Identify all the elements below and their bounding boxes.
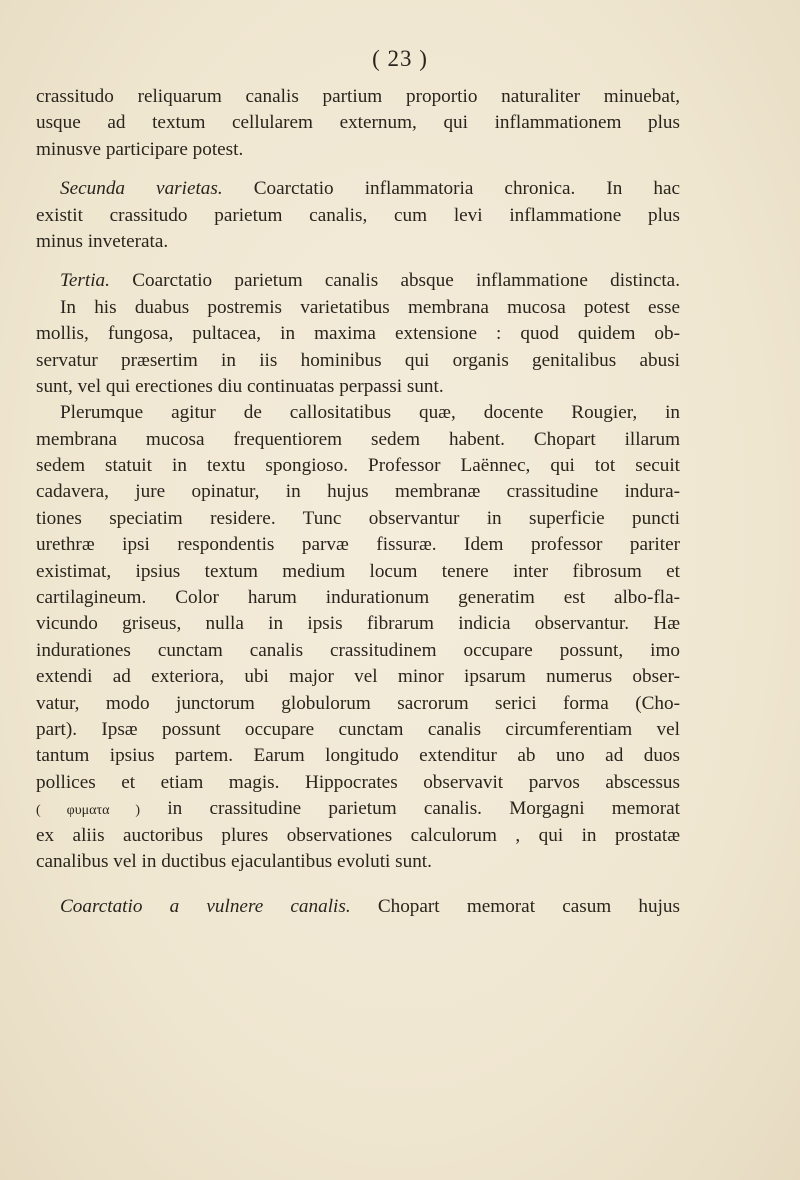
line-text: extendi ad exteriora, ubi major vel minor ipsarum numerus obser- <box>36 666 680 688</box>
line-text: part). Ipsæ possunt occupare cunctam canalis circumferentiam vel <box>36 718 680 740</box>
text-line <box>36 559 680 585</box>
text-line <box>36 176 680 202</box>
text-line <box>36 894 680 920</box>
text-line <box>36 137 680 163</box>
line-text: tiones speciatim residere. Tunc observantur in superficie puncti <box>36 507 680 529</box>
line-text: crassitudo reliquarum canalis partium proportio naturaliter minuebat, <box>36 86 680 107</box>
section-heading: Tertia. <box>60 270 110 292</box>
text-line <box>36 506 680 532</box>
line-text: Plerumque agitur de callositatibus quæ, docente Rougier, in <box>60 402 680 424</box>
line-text: membrana mucosa frequentiorem sedem habent. Chopart illarum <box>36 428 680 450</box>
text-line <box>36 427 680 453</box>
line-text: pollices et etiam magis. Hippocrates observavit parvos abscessus <box>36 771 680 793</box>
line-text: minus inveterata. <box>36 230 169 252</box>
line-text: Coarctatio inflammatoria chronica. In hac <box>222 178 680 200</box>
text-line <box>36 823 680 849</box>
text-line <box>36 770 680 796</box>
line-text: ex aliis auctoribus plures observationes calculorum , qui in prostatæ <box>36 824 680 846</box>
line-text: minusve participare potest. <box>36 138 244 160</box>
text-line <box>36 664 680 690</box>
section-heading: Coarctatio a vulnere canalis. <box>60 896 351 918</box>
line-text: indurationes cunctam canalis crassitudinem occupare possunt, imo <box>36 639 680 661</box>
text-line <box>36 532 680 558</box>
text-line <box>36 84 680 110</box>
text-line <box>36 400 680 426</box>
text-line <box>36 743 680 769</box>
line-text: existit crassitudo parietum canalis, cum levi inflammatione plus <box>36 204 680 226</box>
text-line <box>36 374 680 400</box>
text-line <box>36 717 680 743</box>
line-text: tantum ipsius partem. Earum longitudo extenditur ab uno ad duos <box>36 745 680 767</box>
body-text <box>36 84 680 921</box>
line-text: cadavera, jure opinatur, in hujus membranæ crassitudine indura- <box>36 481 680 503</box>
line-text: sunt, vel qui erectiones diu continuatas perpassi sunt. <box>36 375 444 397</box>
line-text: existimat, ipsius textum medium locum tenere inter fibrosum et <box>36 560 680 582</box>
line-text: sedem statuit in textu spongioso. Professor Laënnec, qui tot secuit <box>36 455 680 477</box>
line-text: in crassitudine parietum canalis. Morgagni memorat <box>140 798 681 820</box>
line-text: servatur præsertim in iis hominibus qui organis genitalibus abusi <box>36 349 680 371</box>
text-line <box>36 849 680 875</box>
section-heading: Secunda varietas. <box>60 178 223 200</box>
text-line <box>36 295 680 321</box>
text-line <box>36 796 680 822</box>
line-text: Chopart memorat casum hujus <box>350 896 680 918</box>
text-line <box>36 110 680 136</box>
page-number: ( 23 ) <box>372 46 428 71</box>
line-text: In his duabus postremis varietatibus membrana mucosa potest esse <box>60 296 680 318</box>
text-line <box>36 691 680 717</box>
line-text: canalibus vel in ductibus ejaculantibus evoluti sunt. <box>36 850 432 872</box>
line-text: cartilagineum. Color harum indurationum generatim est albo-fla- <box>36 587 680 609</box>
text-line <box>36 229 680 255</box>
text-line <box>36 611 680 637</box>
text-line <box>36 453 680 479</box>
line-text: urethræ ipsi respondentis parvæ fissuræ. Idem professor pariter <box>36 534 680 556</box>
text-line <box>36 585 680 611</box>
line-text: Coarctatio parietum canalis absque inflammatione distincta. <box>109 270 680 292</box>
text-line <box>36 479 680 505</box>
line-text: vatur, modo junctorum globulorum sacrorum serici forma (Cho- <box>36 692 680 714</box>
text-line <box>36 348 680 374</box>
line-text: mollis, fungosa, pultacea, in maxima extensione : quod quidem ob- <box>36 323 680 345</box>
text-line <box>36 321 680 347</box>
line-text: vicundo griseus, nulla in ipsis fibrarum indicia observantur. Hæ <box>36 613 680 635</box>
line-text: usque ad textum cellularem externum, qui inflammationem plus <box>36 112 680 134</box>
text-line <box>36 203 680 229</box>
greek-word: ( φυματα ) <box>36 803 141 819</box>
text-line <box>36 638 680 664</box>
text-line <box>36 268 680 294</box>
